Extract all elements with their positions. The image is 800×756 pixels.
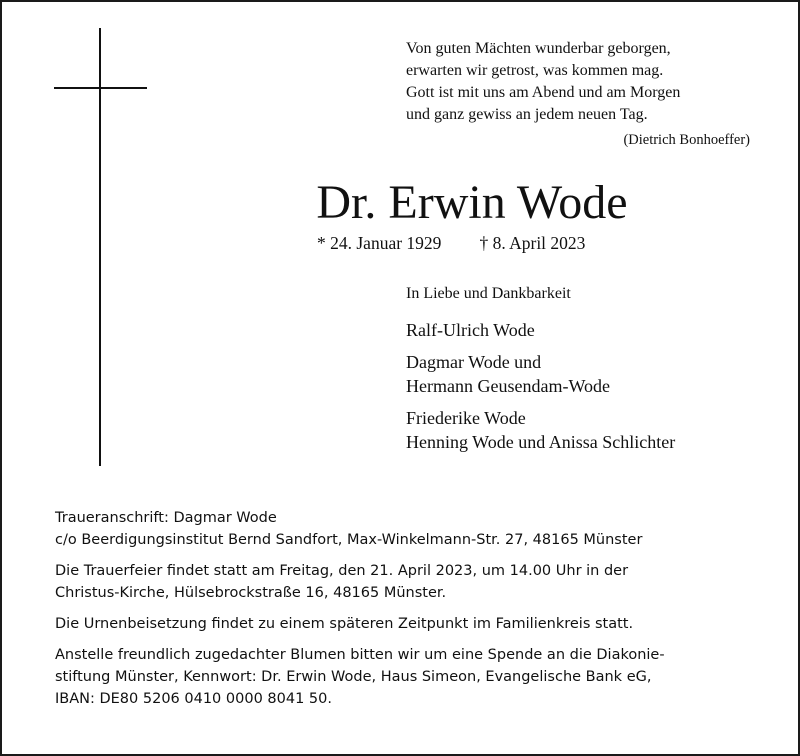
ceremony-line: Christus-Kirche, Hülsebrockstraße 16, 48165 Münster.: [55, 585, 447, 601]
donation-line: IBAN: DE80 5206 0410 0000 8041 50.: [55, 691, 332, 707]
mourning-address: [55, 507, 755, 551]
ceremony-notice: [55, 560, 755, 604]
quote-line: erwarten wir getrost, was kommen mag.: [406, 62, 664, 79]
burial-line: Die Urnenbeisetzung findet zu einem späteren Zeitpunkt im Familienkreis statt.: [55, 616, 634, 632]
funeral-information: [55, 507, 755, 719]
address-line: c/o Beerdigungsinstitut Bernd Sandfort, Max-Winkelmann-Str. 27, 48165 Münster: [55, 532, 643, 548]
cross-icon: [99, 28, 101, 466]
quote-line: Gott ist mit uns am Abend und am Morgen: [406, 84, 681, 101]
quote-author: (Dietrich Bonhoeffer): [623, 132, 750, 148]
address-line: Traueranschrift: Dagmar Wode: [55, 510, 277, 526]
burial-notice: [55, 613, 755, 635]
ceremony-line: Die Trauerfeier findet statt am Freitag, den 21. April 2023, um 14.00 Uhr in der: [55, 563, 629, 579]
mourner-name: Ralf-Ulrich Wode: [406, 320, 535, 340]
mourner-name: Dagmar Wode und: [406, 352, 542, 372]
donation-notice: [55, 644, 755, 710]
mourner-group: [406, 318, 786, 342]
donation-line: stiftung Münster, Kennwort: Dr. Erwin Wode, Haus Simeon, Evangelische Bank eG,: [55, 669, 652, 685]
mourner-name: Friederike Wode: [406, 408, 526, 428]
mourner-group: [406, 350, 786, 398]
cross-icon-crossbar: [54, 87, 147, 89]
mourners-list: [406, 282, 786, 454]
deceased-name: Dr. Erwin Wode: [316, 176, 628, 229]
mourner-name: Henning Wode und Anissa Schlichter: [406, 432, 676, 452]
quote-line: Von guten Mächten wunderbar geborgen,: [406, 40, 671, 57]
death-date: † 8. April 2023: [479, 233, 586, 253]
birth-date: * 24. Januar 1929: [317, 233, 442, 253]
mourner-group: [406, 406, 786, 454]
mourners-intro: In Liebe und Dankbarkeit: [406, 285, 571, 302]
mourner-name: Hermann Geusendam-Wode: [406, 376, 610, 396]
life-dates: [317, 231, 585, 255]
bonhoeffer-quote: [406, 38, 754, 150]
quote-line: und ganz gewiss an jedem neuen Tag.: [406, 106, 648, 123]
donation-line: Anstelle freundlich zugedachter Blumen bitten wir um eine Spende an die Diakonie-: [55, 647, 665, 663]
